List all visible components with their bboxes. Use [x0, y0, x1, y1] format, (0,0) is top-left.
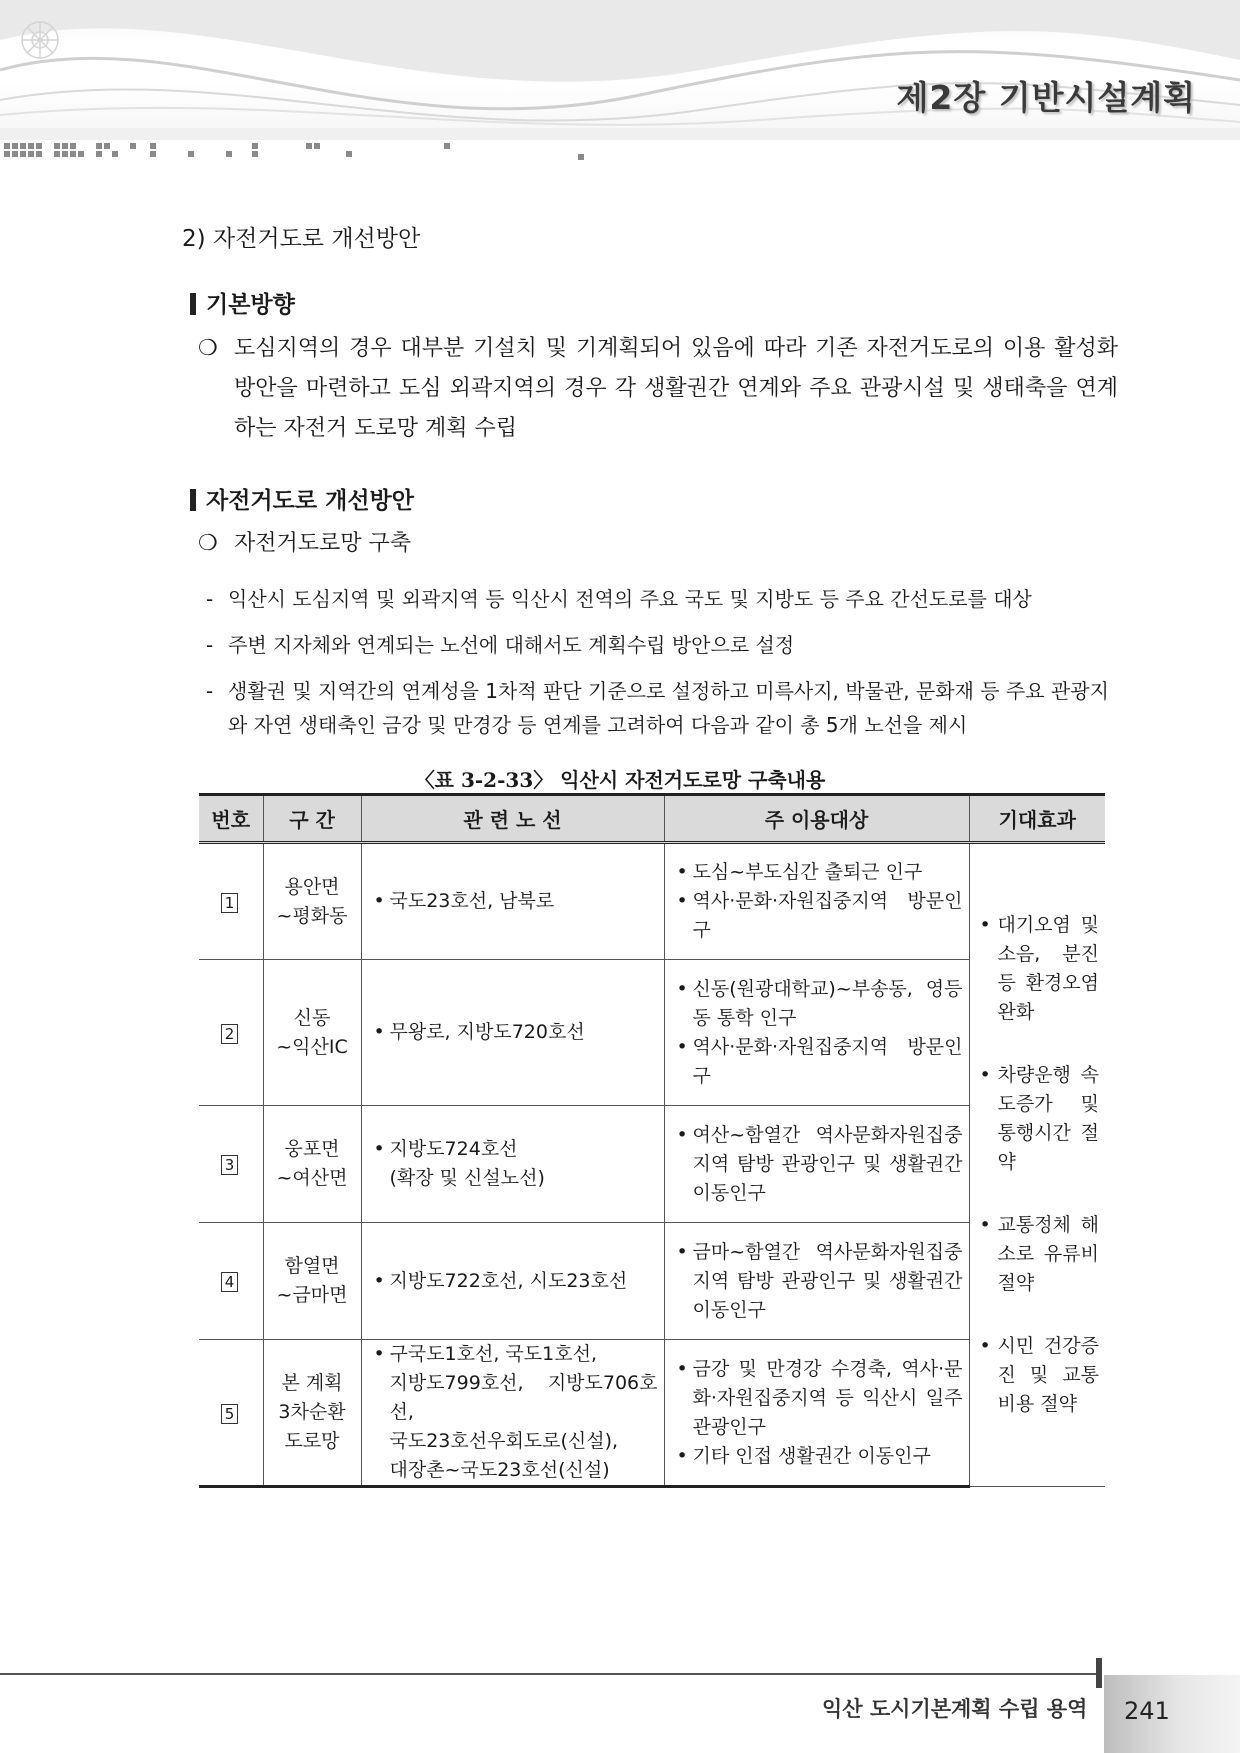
- section-line: ~여산면: [276, 1167, 348, 1189]
- dash-item-text: 익산시 도심지역 및 외곽지역 등 익산시 전역의 주요 국도 및 지방도 등 주요 간선도로를 대상: [228, 587, 1032, 611]
- section-line: ~평화동: [276, 904, 348, 927]
- footer-marker: [1096, 1658, 1102, 1688]
- row-number-cell: [199, 1223, 263, 1340]
- route-item: • 국도23호선, 남북로: [372, 887, 658, 916]
- effect-item: • 교통정체 해소로 유류비 절약: [978, 1211, 1100, 1298]
- table-row: [199, 843, 1105, 960]
- row-number-box: 3: [221, 1155, 238, 1175]
- subheading-basic-direction: [190, 286, 295, 319]
- dash-item-text: 생활권 및 지역간의 연계성을 1차적 판단 기준으로 설정하고 미륵사지, 박물관, 문화재 등 주요 관광지와 자연 생태축인 금강 및 만경강 등 연계를 고려하여 다음과 같이 총 5개 노선을 제시: [228, 679, 1109, 737]
- table-caption: 〈표 3-2-33〉 익산시 자전거도로망 구축내용: [414, 768, 826, 792]
- row-number-box: 1: [221, 893, 238, 913]
- section-line: 용안면: [284, 875, 340, 898]
- routes-cell: [361, 1340, 664, 1487]
- users-cell: [664, 1106, 969, 1223]
- section-line: 함열면: [284, 1255, 340, 1277]
- heading-bar-icon: [190, 293, 196, 315]
- routes-cell: [361, 1223, 664, 1340]
- route-item: 국도23호선우회도로(신설),: [389, 1430, 619, 1452]
- header-routes: 관 련 노 선: [361, 795, 664, 843]
- route-item: 지방도799호선, 지방도706호선,: [389, 1372, 658, 1423]
- decorative-dots: [0, 140, 600, 164]
- dash-marker: -: [206, 587, 214, 611]
- dash-item: [206, 674, 1116, 742]
- header-section: 구 간: [263, 795, 361, 843]
- users-cell: [664, 1223, 969, 1340]
- section-title: 2) 자전거도로 개선방안: [182, 226, 421, 252]
- subheading-text: 기본방향: [206, 292, 295, 318]
- basic-direction-item: [198, 329, 1118, 449]
- user-item: • 금마~함열간 역사문화자원집중지역 탐방 관광인구 및 생활권간 이동인구: [675, 1238, 963, 1325]
- header-no: 번호: [199, 795, 263, 843]
- improvement-item: [198, 524, 1118, 564]
- footer-rule: [0, 1673, 1100, 1675]
- effect-item: • 대기오염 및 소음, 분진 등 환경오염 완화: [978, 911, 1100, 1027]
- heading-bar-icon: [190, 489, 196, 511]
- row-number-box: 4: [221, 1272, 238, 1292]
- route-item: • 구국도1호선, 국도1호선,: [372, 1340, 658, 1369]
- circle-bullet-icon: ❍: [198, 336, 218, 361]
- subheading-text: 자전거도로 개선방안: [206, 488, 414, 514]
- route-item: (확장 및 신설노선): [389, 1167, 545, 1189]
- dash-item-text: 주변 지자체와 연계되는 노선에 대해서도 계획수립 방안으로 설정: [228, 633, 795, 657]
- dash-item: [206, 582, 1116, 616]
- header-effects: 기대효과: [969, 795, 1105, 843]
- user-item: • 신동(원광대학교)~부송동, 영등동 통학 인구: [675, 975, 963, 1033]
- section-cell: [263, 1340, 361, 1487]
- user-item: • 역사·문화·자원집중지역 방문인구: [675, 887, 963, 945]
- page-number: 241: [1124, 1697, 1170, 1725]
- basic-direction-text: 도심지역의 경우 대부분 기설치 및 기계획되어 있음에 따라 기존 자전거도로의 이용 활성화 방안을 마련하고 도심 외곽지역의 경우 각 생활권간 연계와 주요 관광시설 및 생태축을 연계하는 자전거 도로망 계획 수립: [234, 336, 1118, 441]
- section-cell: [263, 1106, 361, 1223]
- routes-cell: [361, 843, 664, 960]
- dash-marker: -: [206, 633, 214, 657]
- row-number-box: 5: [221, 1404, 238, 1424]
- section-cell: [263, 960, 361, 1106]
- decorative-swoosh: [0, 0, 1240, 140]
- circle-bullet-icon: ❍: [198, 531, 218, 556]
- bicycle-network-table: [199, 793, 1105, 1488]
- row-number-cell: [199, 960, 263, 1106]
- effects-cell: [969, 843, 1105, 1487]
- subheading-improvement: [190, 482, 414, 515]
- row-number-cell: [199, 1106, 263, 1223]
- dash-item: [206, 628, 1116, 662]
- section-line: 3차순환: [278, 1401, 346, 1423]
- user-item: • 여산~함열간 역사문화자원집중지역 탐방 관광인구 및 생활권간 이동인구: [675, 1121, 963, 1208]
- users-cell: [664, 843, 969, 960]
- section-line: 도로망: [284, 1430, 340, 1452]
- improvement-item-text: 자전거도로망 구축: [234, 531, 412, 556]
- dash-marker: -: [206, 679, 214, 703]
- users-cell: [664, 1340, 969, 1487]
- user-item: • 금강 및 만경강 수경축, 역사·문화·자원집중지역 등 익산시 일주 관광인구: [675, 1355, 963, 1442]
- section-line: 웅포면: [284, 1138, 340, 1160]
- routes-cell: [361, 1106, 664, 1223]
- users-cell: [664, 960, 969, 1106]
- section-line: ~금마면: [276, 1284, 348, 1306]
- row-number-cell: [199, 843, 263, 960]
- route-item: • 지방도724호선: [372, 1135, 658, 1164]
- section-cell: [263, 1223, 361, 1340]
- page-header-banner: [0, 0, 1240, 140]
- effect-item: • 차량운행 속도증가 및 통행시간 절약: [978, 1061, 1100, 1177]
- route-item: • 무왕로, 지방도720호선: [372, 1018, 658, 1047]
- chapter-title: 제2장 기반시설계획: [896, 78, 1196, 117]
- row-number-box: 2: [221, 1024, 238, 1044]
- table-header-row: [199, 795, 1105, 843]
- user-item: • 역사·문화·자원집중지역 방문인구: [675, 1033, 963, 1091]
- section-line: 본 계획: [281, 1372, 343, 1394]
- effect-item: • 시민 건강증진 및 교통비용 절약: [978, 1332, 1100, 1419]
- route-item: 대장촌~국도23호선(신설): [389, 1459, 610, 1481]
- footer-title: 익산 도시기본계획 수립 용역: [822, 1697, 1088, 1721]
- header-users: 주 이용대상: [664, 795, 969, 843]
- route-item: • 지방도722호선, 시도23호선: [372, 1267, 658, 1296]
- user-item: • 도심~부도심간 출퇴근 인구: [675, 858, 963, 887]
- routes-cell: [361, 960, 664, 1106]
- row-number-cell: [199, 1340, 263, 1487]
- user-item: • 기타 인접 생활권간 이동인구: [675, 1442, 963, 1471]
- section-cell: [263, 843, 361, 960]
- section-line: 신동: [293, 1006, 331, 1029]
- section-line: ~익산IC: [276, 1035, 348, 1058]
